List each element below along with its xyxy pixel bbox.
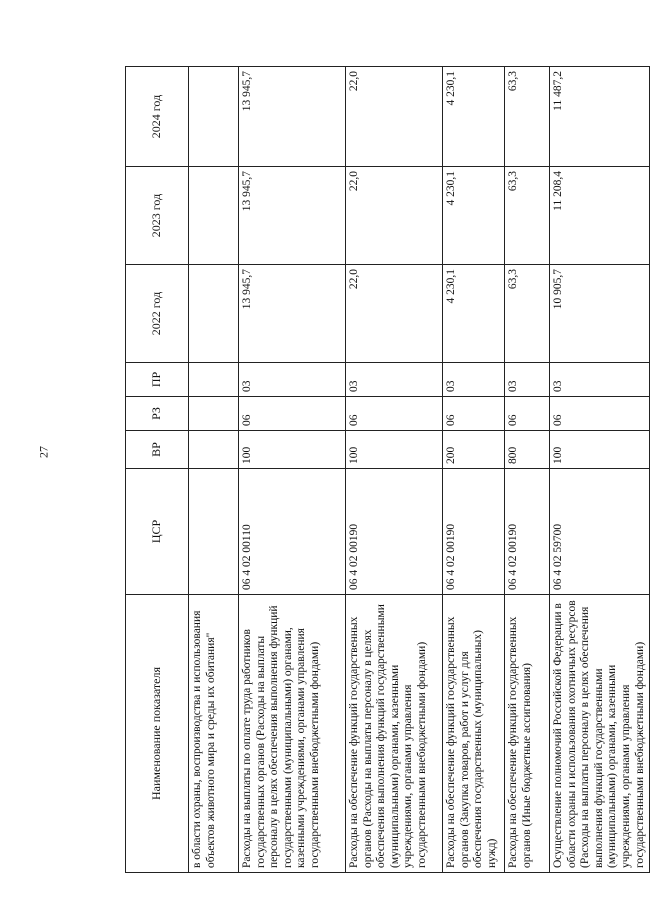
header-2022: 2022 год xyxy=(126,265,189,363)
row-2024: 13 945,7 xyxy=(239,67,346,167)
row-name: Осуществление полномочий Российской Федерации в области охраны и использования охотничьих ресурсов (Расходы на выплаты персоналу в целях обеспечения выполнения функций государственными (муниципальными) органами, казенными учреждениями, органами управления государственными внебюджетными фондами) xyxy=(550,595,650,873)
row-2023 xyxy=(189,167,239,265)
row-name: Расходы на обеспечение функций государственных органов (Иные бюджетные ассигнования) xyxy=(505,595,550,873)
row-pr: 03 xyxy=(505,363,550,397)
row-vr: 800 xyxy=(505,431,550,469)
row-2023: 63,3 xyxy=(505,167,550,265)
row-2023: 11 208,4 xyxy=(550,167,650,265)
row-2023: 4 230,1 xyxy=(443,167,505,265)
row-csr: 06 4 02 00190 xyxy=(505,469,550,595)
header-csr: ЦСР xyxy=(126,469,189,595)
row-name: Расходы на выплаты по оплате труда работников государственных органов (Расходы на выплаты персоналу в целях обеспечения выполнения функций государственными (муниципальными) органами, казенными учреждениями, органами управления государственными внебюджетными фондами) xyxy=(239,595,346,873)
table-header-row xyxy=(126,67,189,873)
row-2023: 13 945,7 xyxy=(239,167,346,265)
row-vr: 200 xyxy=(443,431,505,469)
row-2022 xyxy=(189,265,239,363)
header-rz: РЗ xyxy=(126,397,189,431)
row-2022: 4 230,1 xyxy=(443,265,505,363)
table-row xyxy=(239,67,346,873)
row-name: Расходы на обеспечение функций государственных органов (Закупка товаров, работ и услуг для обеспечения государственных (муниципальных) нужд) xyxy=(443,595,505,873)
row-rz: 06 xyxy=(505,397,550,431)
row-2024: 22,0 xyxy=(346,67,443,167)
header-2024: 2024 год xyxy=(126,67,189,167)
row-2022: 13 945,7 xyxy=(239,265,346,363)
row-2022: 63,3 xyxy=(505,265,550,363)
header-2023: 2023 год xyxy=(126,167,189,265)
row-2024: 63,3 xyxy=(505,67,550,167)
row-rz: 06 xyxy=(443,397,505,431)
row-rz: 06 xyxy=(550,397,650,431)
header-vr: ВР xyxy=(126,431,189,469)
header-name: Наименование показателя xyxy=(126,595,189,873)
row-2024: 11 487,2 xyxy=(550,67,650,167)
row-csr xyxy=(189,469,239,595)
table-row xyxy=(505,67,550,873)
page-number: 27 xyxy=(36,446,51,458)
row-rz: 06 xyxy=(346,397,443,431)
row-pr: 03 xyxy=(550,363,650,397)
header-pr: ПР xyxy=(126,363,189,397)
row-2024 xyxy=(189,67,239,167)
row-csr: 06 4 02 00190 xyxy=(443,469,505,595)
row-2023: 22,0 xyxy=(346,167,443,265)
row-vr: 100 xyxy=(550,431,650,469)
row-rz xyxy=(189,397,239,431)
row-2022: 10 905,7 xyxy=(550,265,650,363)
table-row xyxy=(550,67,650,873)
row-vr: 100 xyxy=(346,431,443,469)
table-row xyxy=(346,67,443,873)
row-rz: 06 xyxy=(239,397,346,431)
row-csr: 06 4 02 00110 xyxy=(239,469,346,595)
row-pr xyxy=(189,363,239,397)
table-row xyxy=(443,67,505,873)
row-vr xyxy=(189,431,239,469)
row-2024: 4 230,1 xyxy=(443,67,505,167)
rotated-table-container xyxy=(125,67,646,873)
row-name: в области охраны, воспроизводства и использования объектов животного мира и среды их обитания" xyxy=(189,595,239,873)
table-row xyxy=(189,67,239,873)
row-2022: 22,0 xyxy=(346,265,443,363)
row-csr: 06 4 02 00190 xyxy=(346,469,443,595)
row-pr: 03 xyxy=(346,363,443,397)
row-pr: 03 xyxy=(239,363,346,397)
row-csr: 06 4 02 59700 xyxy=(550,469,650,595)
budget-table xyxy=(125,66,650,873)
row-vr: 100 xyxy=(239,431,346,469)
row-pr: 03 xyxy=(443,363,505,397)
row-name: Расходы на обеспечение функций государственных органов (Расходы на выплаты персоналу в целях обеспечения выполнения функций государственными (муниципальными) органами, казенными учреждениями, органами управления государственными внебюджетными фондами) xyxy=(346,595,443,873)
